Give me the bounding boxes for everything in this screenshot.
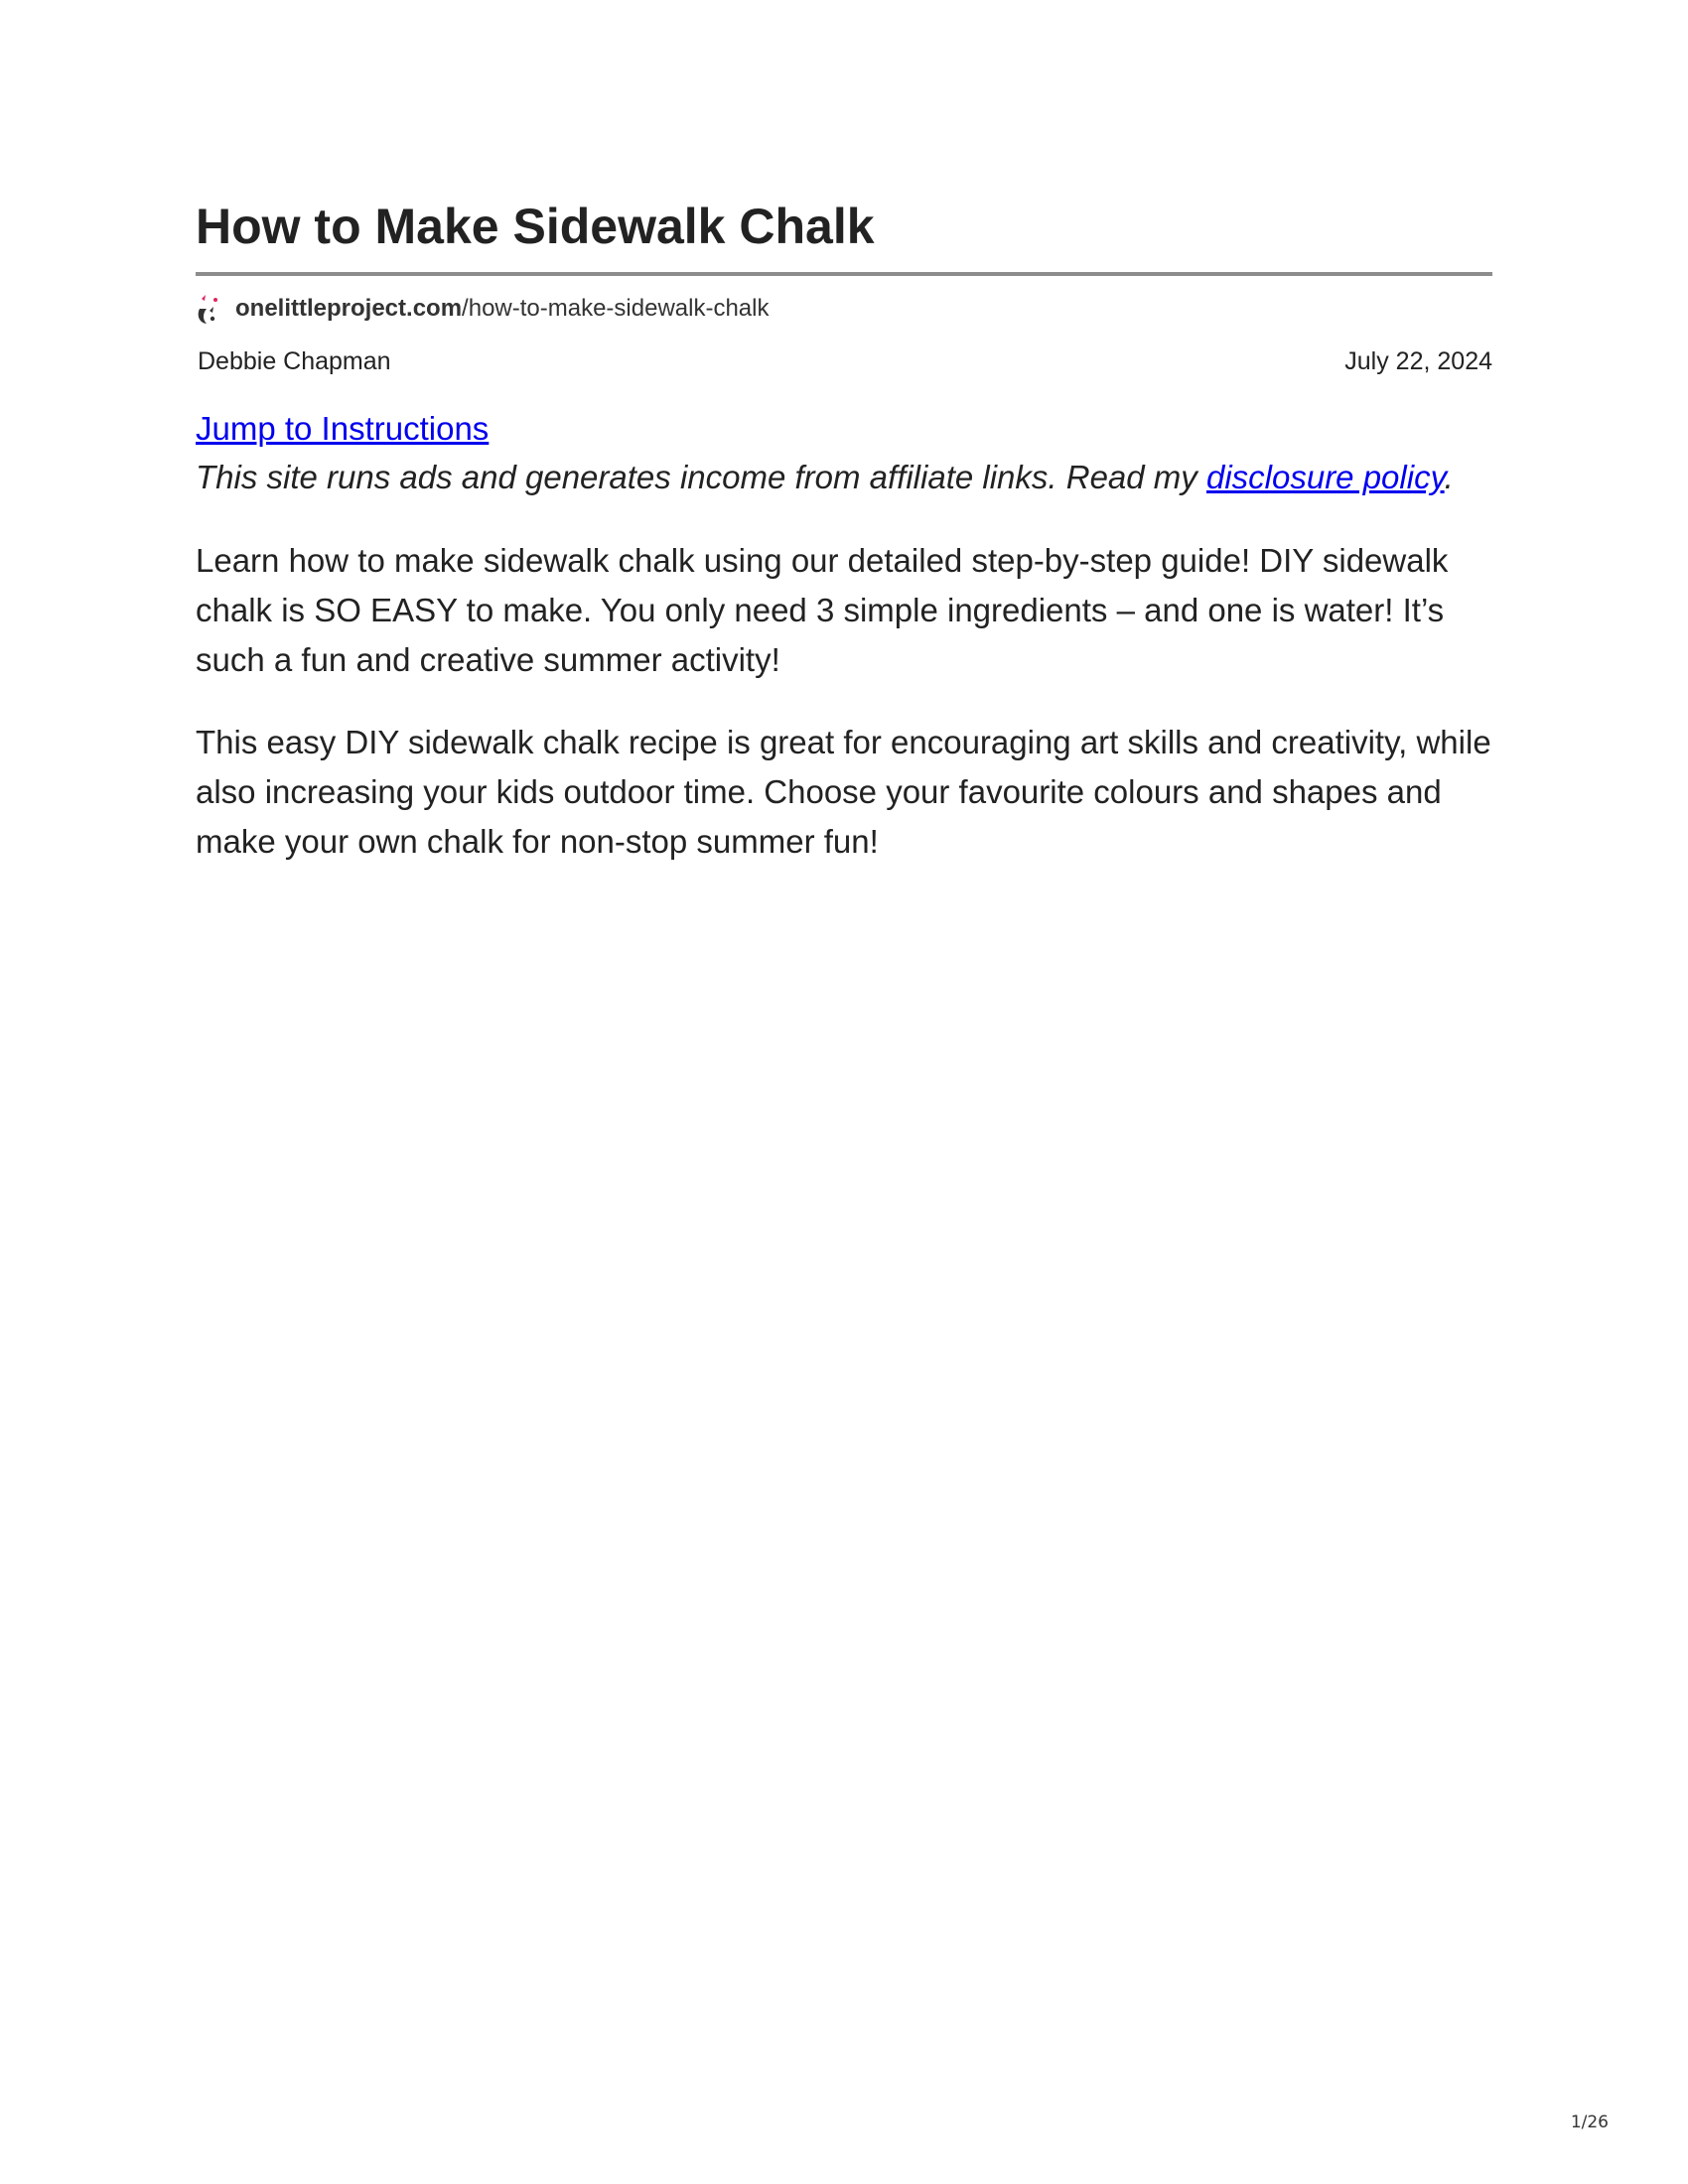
site-logo-icon xyxy=(196,291,221,327)
disclosure-text: This site runs ads and generates income from affiliate links. Read my xyxy=(196,459,1206,495)
disclosure-notice xyxy=(196,456,1454,499)
page-title: How to Make Sidewalk Chalk xyxy=(196,199,875,254)
source-domain: onelittleproject.com xyxy=(235,295,463,322)
page-number: 1/26 xyxy=(1570,2113,1609,2132)
source-path: /how-to-make-sidewalk-chalk xyxy=(462,295,770,322)
jump-to-instructions-link[interactable]: Jump to Instructions xyxy=(196,410,490,447)
publish-date: July 22, 2024 xyxy=(1344,347,1492,375)
title-divider xyxy=(196,272,1492,276)
body-paragraph: This easy DIY sidewalk chalk recipe is great for encouraging art skills and creativity, while also increasing your kids outdoor time. Choose your favourite colours and shapes and make your own chalk for non-stop summer fun! xyxy=(196,724,1491,860)
disclosure-period: . xyxy=(1444,459,1454,495)
intro-paragraph: Learn how to make sidewalk chalk using our detailed step-by-step guide! DIY sidewalk chalk is SO EASY to make. You only need 3 simple ingredients – and one is water! It’s such a fun and creative summer activity! xyxy=(196,542,1449,678)
source-row xyxy=(196,289,769,329)
disclosure-policy-link[interactable]: disclosure policy xyxy=(1205,459,1445,495)
byline xyxy=(198,344,1492,378)
source-url[interactable] xyxy=(235,295,769,323)
author-name: Debbie Chapman xyxy=(198,347,391,375)
